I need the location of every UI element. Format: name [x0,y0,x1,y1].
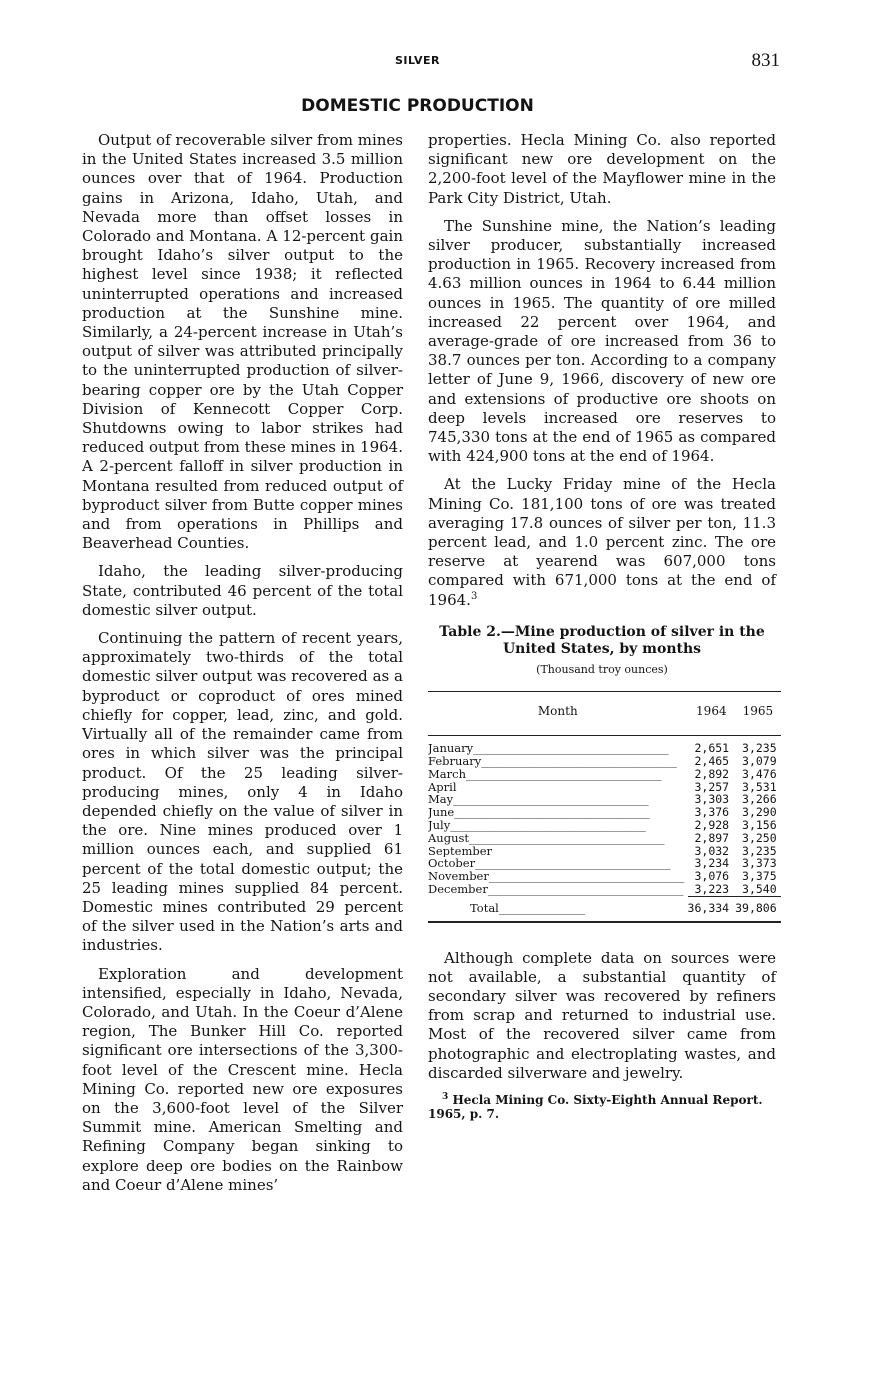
value-1964: 2,651 [694,741,730,756]
value-1965: 3,079 [742,754,777,769]
column-header: Month [537,704,578,719]
page-number: 831 [751,50,780,71]
month-cell: December__________________________________ [428,883,684,897]
value-1965: 3,375 [742,869,777,884]
value-1965: 3,290 [742,805,777,820]
table-header-row [428,696,781,736]
value-1965: 3,250 [742,830,777,845]
total-label: Total_______________ [470,900,586,915]
month-cell: July__________________________________ [428,819,646,832]
month-cell: August__________________________________ [428,831,665,845]
paragraph: Output of recoverable silver from mines in the United States increased 3.5 million ounces over that of 1964. Production gains in Arizona, Idaho, Utah, and Nevada more than offset losses in Colorado and Montana. A 12-percent gain brought Idaho’s silver output to the highest level since 1938; it reflected uninterrupted operations and increased production at the Sunshine mine. Similarly, a 24-percent increase in Utah’s output of silver was attributed principally to the uninterrupted production of silver-bearing copper ore by the Utah Copper Division of Kennecott Copper Corp. Shutdowns owing to labor strikes had reduced output from these mines in 1964. A 2-percent falloff in silver production in Montana resulted from reduced output of byproduct silver from Butte copper mines and from operations in Phillips and Beaverhead Counties. [82,131,403,553]
value-1964: 3,234 [694,856,730,871]
month-cell: November__________________________________ [428,870,685,884]
month-cell: September__________________________________ [428,844,688,858]
value-1965: 3,476 [742,766,777,781]
table-units: (Thousand troy ounces) [536,662,668,676]
paragraph: The Sunshine mine, the Nation’s leading silver producer, substantially increased production in 1965. Recovery increased from 4.63 million ounces in 1964 to 6.44 million ounces in 1965. The quantity of ore milled increased 22 percent over 1964, and average-grade of ore increased from 36 to 38.7 ounces per ton. According to a company letter of June 9, 1966, discovery of new ore and extensions of productive ore shoots on deep levels increased ore reserves to 745,330 tons at the end of 1965 as compared with 424,900 tons at the end of 1964. [428,216,776,466]
value-1964: 2,892 [694,766,730,781]
paragraph: Idaho, the leading silver-producing State, contributed 46 percent of the total domestic silver output. [82,562,403,619]
table-body [428,742,781,896]
footnote [428,1093,776,1121]
value-1964: 3,257 [694,779,730,794]
column-header: 1965 [742,704,774,719]
value-1964: 3,032 [694,843,730,858]
value-1964: 3,223 [694,882,730,897]
table-row [428,768,781,781]
value-1965: 3,156 [742,818,777,833]
value-1965: 3,531 [742,779,777,794]
paragraph-continuation: properties. Hecla Mining Co. also reported significant new ore development on the 2,200-foot level of the Mayflower mine in the Park City District, Utah. [428,131,776,207]
month-cell: May__________________________________ [428,793,649,807]
paragraph: Exploration and development intensified, especially in Idaho, Nevada, Colorado, and Utah. In the Coeur d’Alene region, The Bunker Hill Co. reported significant ore intersections of the 3,300-foot level of the Crescent mine. Hecla Mining Co. reported new ore exposures on the 3,600-foot level of the Silver Summit mine. American Smelting and Refining Company began sinking to explore deep ore bodies on the Rainbow and Coeur d’Alene mines’ [82,964,403,1194]
table-title [428,624,776,658]
right-column [428,131,776,1121]
table-row [428,755,781,768]
value-1964: 2,897 [694,830,730,845]
total-1964: 36,334 [687,900,730,915]
month-cell: February__________________________________ [428,755,677,768]
value-1965: 3,540 [742,882,777,897]
value-1964: 2,465 [694,754,730,769]
table-title-line: Table 2.—Mine production of silver in the [439,623,765,640]
month-cell: April__________________________________ [428,780,653,794]
value-1964: 3,376 [694,805,730,820]
table-total-row [428,900,781,915]
month-cell: March__________________________________ [428,767,662,781]
paragraph: Although complete data on sources were not available, a substantial quantity of secondary silver was recovered by refiners from scrap and returned to industrial use. Most of the recovered silver came from photographic and electroplating wastes, and discarded silverware and jewelry. [428,948,776,1082]
paragraph [428,475,776,609]
table-row [428,819,781,832]
month-cell: January__________________________________ [428,742,669,756]
month-cell: October__________________________________ [428,857,671,871]
footnote-text: Hecla Mining Co. Sixty-Eighth Annual Report. 1965, p. 7. [428,1093,763,1122]
section-title: DOMESTIC PRODUCTION [301,96,534,116]
value-1964: 3,076 [694,869,730,884]
footnote-mark: 3 [442,1092,449,1103]
table-row [428,832,781,845]
value-1965: 3,266 [742,792,777,807]
paragraph-text: At the Lucky Friday mine of the Hecla Mining Co. 181,100 tons of ore was treated averaging 17.8 ounces of silver per ton, 11.3 percent lead, and 1.0 percent zinc. The ore reserve at yearend was 607,000 tons compared with 671,000 tons at the end of 1964. [428,475,776,609]
month-cell: June__________________________________ [428,806,650,820]
column-header: 1964 [696,704,727,719]
total-1965: 39,806 [735,900,777,915]
table-title-line: United States, by months [502,640,702,657]
table-row [428,883,781,896]
value-1965: 3,235 [742,843,777,858]
left-column [82,131,403,1204]
value-1964: 3,303 [694,792,730,807]
paragraph: Continuing the pattern of recent years, approximately two-thirds of the total domestic silver output was recovered as a byproduct or coproduct of ores mined chiefly for copper, lead, zinc, and gold. Virtually all of the remainder came from ores in which silver was the principal product. Of the 25 leading silver-producing mines, only 4 in Idaho depended chiefly on the value of silver in the ore. Nine mines produced over 1 million ounces each, and supplied 61 percent of the total domestic output; the 25 leading mines supplied 84 percent. Domestic mines contributed 29 percent of the silver used in the Nation’s arts and industries. [82,629,403,955]
value-1965: 3,235 [742,741,777,756]
value-1964: 2,928 [694,818,730,833]
value-1965: 3,373 [742,856,777,871]
production-table [428,691,781,923]
footnote-reference: 3 [470,590,478,602]
running-head: SILVER [394,54,440,67]
